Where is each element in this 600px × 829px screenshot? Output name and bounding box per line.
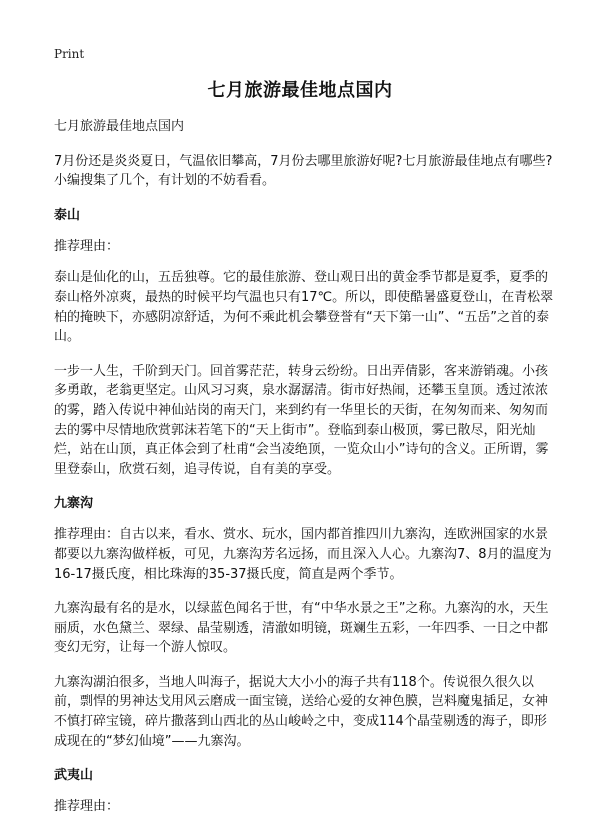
section-heading-wuyishan: 武夷山 [54,768,94,784]
section-paragraph: 推荐理由： [54,799,120,815]
section-paragraph: 推荐理由：自古以来，看水、赏水、玩水，国内都首推四川九寨沟，连欧洲国家的水景都要以九寨沟做样板，可见，九寨沟芳名远扬，而且深入人心。九寨沟7、8月的温度为16-17摄氏度，相比珠海的35-37摄氏度，简直是两个季节。 [54,527,552,582]
section-paragraph: 泰山是仙化的山，五岳独尊。它的最佳旅游、登山观日出的黄金季节都是夏季，夏季的泰山格外凉爽，最热的时候平均气温也只有17℃。所以，即使酷暑盛夏登山，在青松翠柏的掩映下，亦感阴凉舒适，为何不乘此机会攀登誉有“天下第一山”、“五岳”之首的泰山。 [54,270,554,345]
document-body [54,117,554,829]
section-paragraph: 九寨沟最有名的是水，以绿蓝色闻名于世，有“中华水景之王”之称。九寨沟的水，天生丽质，水色黛兰、翠绿、晶莹剔透，清澈如明镜，斑斓生五彩，一年四季、一日之中都变幻无穷，让每一个游人惊叹。 [54,601,549,656]
print-link[interactable]: Print [54,47,85,61]
intro-paragraph: 7月份还是炎炎夏日，气温依旧攀高，7月份去哪里旅游好呢?七月旅游最佳地点有哪些?小编搜集了几个，有计划的不妨看看。 [54,153,553,189]
section-heading-jiuzhaigou: 九寨沟 [54,496,94,512]
document-title: 七月旅游最佳地点国内 [207,80,393,101]
document-subtitle: 七月旅游最佳地点国内 [54,119,185,134]
section-paragraph: 推荐理由： [54,238,120,254]
section-paragraph: 九寨沟湖泊很多，当地人叫海子，据说大大小小的海子共有118个。传说很久很久以前，剽悍的男神达戈用风云磨成一面宝镜，送给心爱的女神色膜，岂料魔鬼插足，女神不慎打碎宝镜，碎片撒落到山西北的丛山峻岭之中，变成114个晶莹剔透的海子，即形成现在的“梦幻仙境”——九寨沟。 [54,674,549,749]
section-paragraph: 一步一人生，千阶到天门。回首雾茫茫，转身云纷纷。日出弄倩影，客来游销魂。小孩多勇敢，老翁更坚定。山风习习爽，泉水潺潺清。街市好热闹，还攀玉皇顶。透过浓浓的雾，踏入传说中神仙站岗的南天门，来到约有一华里长的天街，在匆匆而来、匆匆而去的雾中尽情地欣赏郭沫若笔下的“天上街市”。登临到泰山极顶，雾已散尽，阳光灿烂，站在山顶，真正体会到了杜甫“会当凌绝顶，一览众山小”诗句的含义。正所谓，雾里登泰山，欣赏石刻，追寻传说，自有美的享受。 [54,363,549,477]
section-heading-taishan: 泰山 [54,207,81,223]
